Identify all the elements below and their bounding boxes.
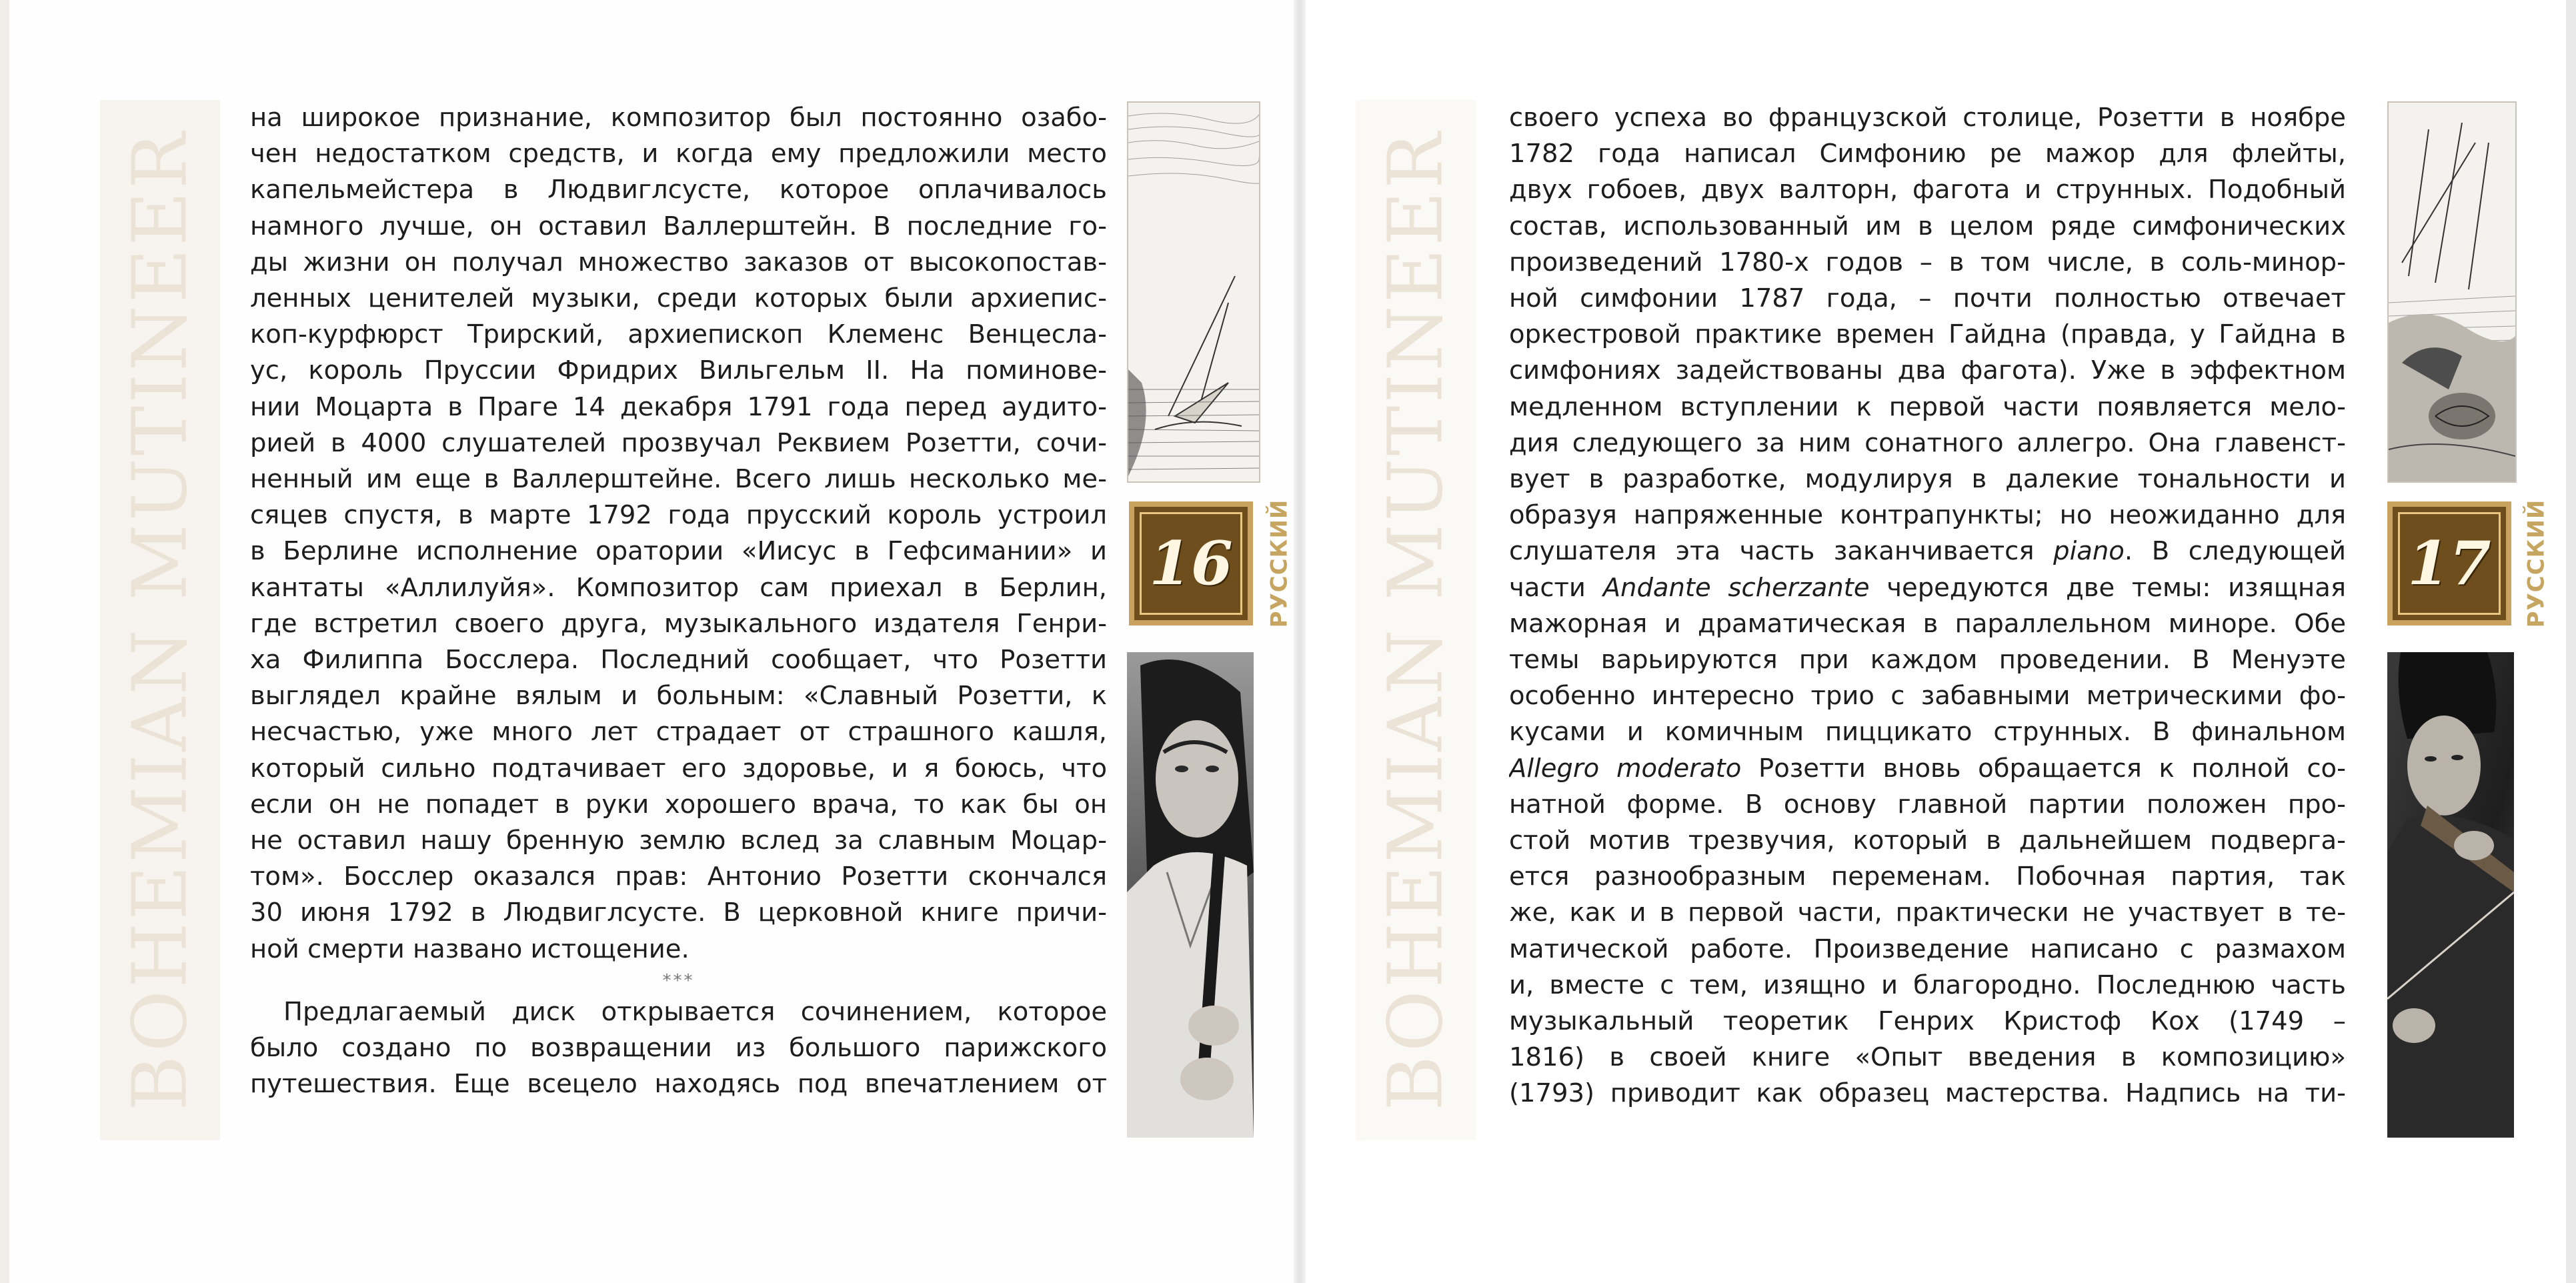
italic-term: Allegro moderato	[1509, 753, 1742, 784]
text-line: нии Моцарта в Праге 14 декабря 1791 года перед аудито-	[250, 391, 1107, 422]
paragraph-second	[250, 994, 1107, 1103]
text-line: не оставил нашу бренную землю вслед за славным Моцар-	[250, 826, 1107, 856]
text-line: на широкое признание, композитор был постоянно озабо-	[250, 103, 1107, 133]
text-line: вует в разработке, модулируя в далекие тональности и	[1509, 464, 2346, 495]
text-line: Предлагаемый диск открывается сочинением, которое	[283, 996, 1107, 1027]
text-line: 1816) в своей книге «Опыт введения в композицию»	[1509, 1042, 2346, 1073]
language-label-text: РУССКИЙ	[1266, 499, 1292, 628]
text-segment: Розетти вновь обращается к полной со-	[1741, 753, 2346, 784]
text-line: капельмейстера в Людвиглсусте, которое оплачивалось	[250, 175, 1107, 205]
text-line: кусами и комичным пиццикато струнных. В финальном	[1509, 717, 2346, 748]
text-line: 1782 года написал Симфонию ре мажор для флейты,	[1509, 139, 2346, 169]
photo-violinist	[2387, 652, 2514, 1138]
text-line: ха Филиппа Босслера. Последний сообщает, что Розетти	[250, 645, 1107, 676]
text-line: же, как и в первой части, практически не участвует в те-	[1509, 898, 2346, 928]
section-separator: ***	[662, 970, 695, 991]
text-line: медленном вступлении к первой части появляется мело-	[1509, 391, 2346, 422]
text-line	[1509, 533, 2346, 569]
text-line: симфониях задействованы два фагота). Уже в эффектном	[1509, 355, 2346, 386]
series-title-text: BOHEMIAN MUTINEER	[117, 129, 203, 1111]
right-page	[1306, 0, 2566, 1283]
text-line: намного лучше, он оставил Валлерштейн. В последние го-	[250, 211, 1107, 241]
text-line: музыкальный теоретик Генрих Кристоф Кох (1749 –	[1509, 1006, 2346, 1037]
book-gutter	[1294, 0, 1306, 1283]
text-line: своего успеха во французской столице, Розетти в ноябре	[1509, 103, 2346, 133]
text-line: двух гобоев, двух валторн, фагота и струнных. Подобный	[1509, 175, 2346, 205]
language-label	[2516, 499, 2556, 628]
page-number: 16	[1149, 528, 1233, 599]
text-line	[1509, 751, 2346, 787]
text-line: ненный им еще в Валлерштейне. Всего лишь несколько ме-	[250, 464, 1107, 495]
text-line: чен недостатком средств, и когда ему предложили место	[250, 139, 1107, 169]
text-line: состав, использованный им в целом ряде симфонических	[1509, 211, 2346, 241]
series-title-text: BOHEMIAN MUTINEER	[1372, 129, 1459, 1111]
text-line: матической работе. Произведение написано с размахом	[1509, 934, 2346, 964]
text-line: путешествия. Еще всецело находясь под впечатлением от	[250, 1069, 1107, 1100]
text-segment: слушателя эта часть заканчивается	[1509, 536, 2054, 567]
text-line: ды жизни он получал множество заказов от высокопостав-	[250, 247, 1107, 277]
text-line	[1509, 570, 2346, 606]
italic-term: Andante scherzante	[1602, 572, 1870, 603]
text-line: (1793) приводит как образец мастерства. Надпись на ти-	[1509, 1078, 2346, 1109]
text-line: ус, король Пруссии Фридрих Вильгельм II. На поминове-	[250, 355, 1107, 386]
text-line: оркестровой практике времен Гайдна (правда, у Гайдна в	[1509, 319, 2346, 350]
page-number: 17	[2407, 528, 2491, 599]
photo-recorder-player	[1127, 652, 1254, 1138]
text-line: мажорная и драматическая в параллельном миноре. Обе	[1509, 608, 2346, 639]
engraving-shore-image	[2387, 101, 2517, 483]
text-line: коп-курфюрст Трирский, архиепископ Клеменс Венцесла-	[250, 319, 1107, 350]
series-title-vertical	[1356, 100, 1476, 1140]
text-line: рией в 4000 слушателей прозвучал Реквием Розетти, сочи-	[250, 427, 1107, 458]
text-line: натной форме. В основу главной партии положен про-	[1509, 789, 2346, 820]
text-line: ной симфонии 1787 года, – почти полностью отвечает	[1509, 283, 2346, 314]
text-line: сяцев спустя, в марте 1792 года прусский король устроил	[250, 500, 1107, 531]
engraving-ship-image	[1127, 101, 1260, 483]
text-line: где встретил своего друга, музыкального издателя Генри-	[250, 608, 1107, 639]
text-line: стой мотив трезвучия, который в дальнейшем подверга-	[1509, 826, 2346, 856]
text-line: том». Босслер оказался прав: Антонио Розетти скончался	[250, 862, 1107, 892]
text-segment: . В следующей	[2124, 536, 2346, 567]
text-line: который сильно подтачивает его здоровье, и я боюсь, что	[250, 753, 1107, 784]
text-line: выглядел крайне вялым и больным: «Славный Розетти, к	[250, 681, 1107, 712]
page-number-badge	[1129, 501, 1253, 625]
text-line: дия следующего за ним сонатного аллегро. Она главенст-	[1509, 427, 2346, 458]
text-line: кантаты «Аллилуйя». Композитор сам приехал в Берлин,	[250, 572, 1107, 603]
text-line: ной смерти названо истощение.	[250, 934, 690, 964]
text-line: несчастью, уже много лет страдает от страшного кашля,	[250, 717, 1107, 748]
text-line: 30 июня 1792 в Людвиглсусте. В церковной книге причи-	[250, 898, 1107, 928]
text-segment: чередуются две темы: изящная	[1869, 572, 2346, 603]
text-line: темы варьируются при каждом проведении. В Менуэте	[1509, 645, 2346, 676]
language-label-text: РУССКИЙ	[2523, 499, 2549, 628]
italic-term: piano	[2053, 536, 2125, 567]
text-line: произведений 1780-х годов – в том числе, в соль-минор-	[1509, 247, 2346, 277]
text-line: в Берлине исполнение оратории «Иисус в Гефсимании» и	[250, 536, 1107, 567]
text-line: образуя напряженные контрапункты; но неожиданно для	[1509, 500, 2346, 531]
language-label	[1259, 499, 1294, 628]
text-line: и, вместе с тем, изящно и благородно. Последнюю часть	[1509, 970, 2346, 1000]
text-line: было создано по возвращении из большого парижского	[250, 1033, 1107, 1064]
text-line: если он не попадет в руки хорошего врача, то как бы он	[250, 789, 1107, 820]
body-text	[250, 100, 1107, 1147]
text-line: особенно интересно трио с забавными метрическими фо-	[1509, 681, 2346, 712]
body-text	[1509, 100, 2346, 1147]
paragraph-main	[1509, 100, 2346, 1112]
paragraph-main	[250, 100, 1107, 968]
page-number-badge	[2387, 501, 2511, 625]
text-line: ется разнообразным переменам. Побочная партия, так	[1509, 862, 2346, 892]
series-title-vertical	[100, 100, 220, 1140]
text-segment: части	[1509, 572, 1603, 603]
text-line: ленных ценителей музыки, среди которых были архиепис-	[250, 283, 1107, 314]
page-edge	[0, 0, 9, 1283]
